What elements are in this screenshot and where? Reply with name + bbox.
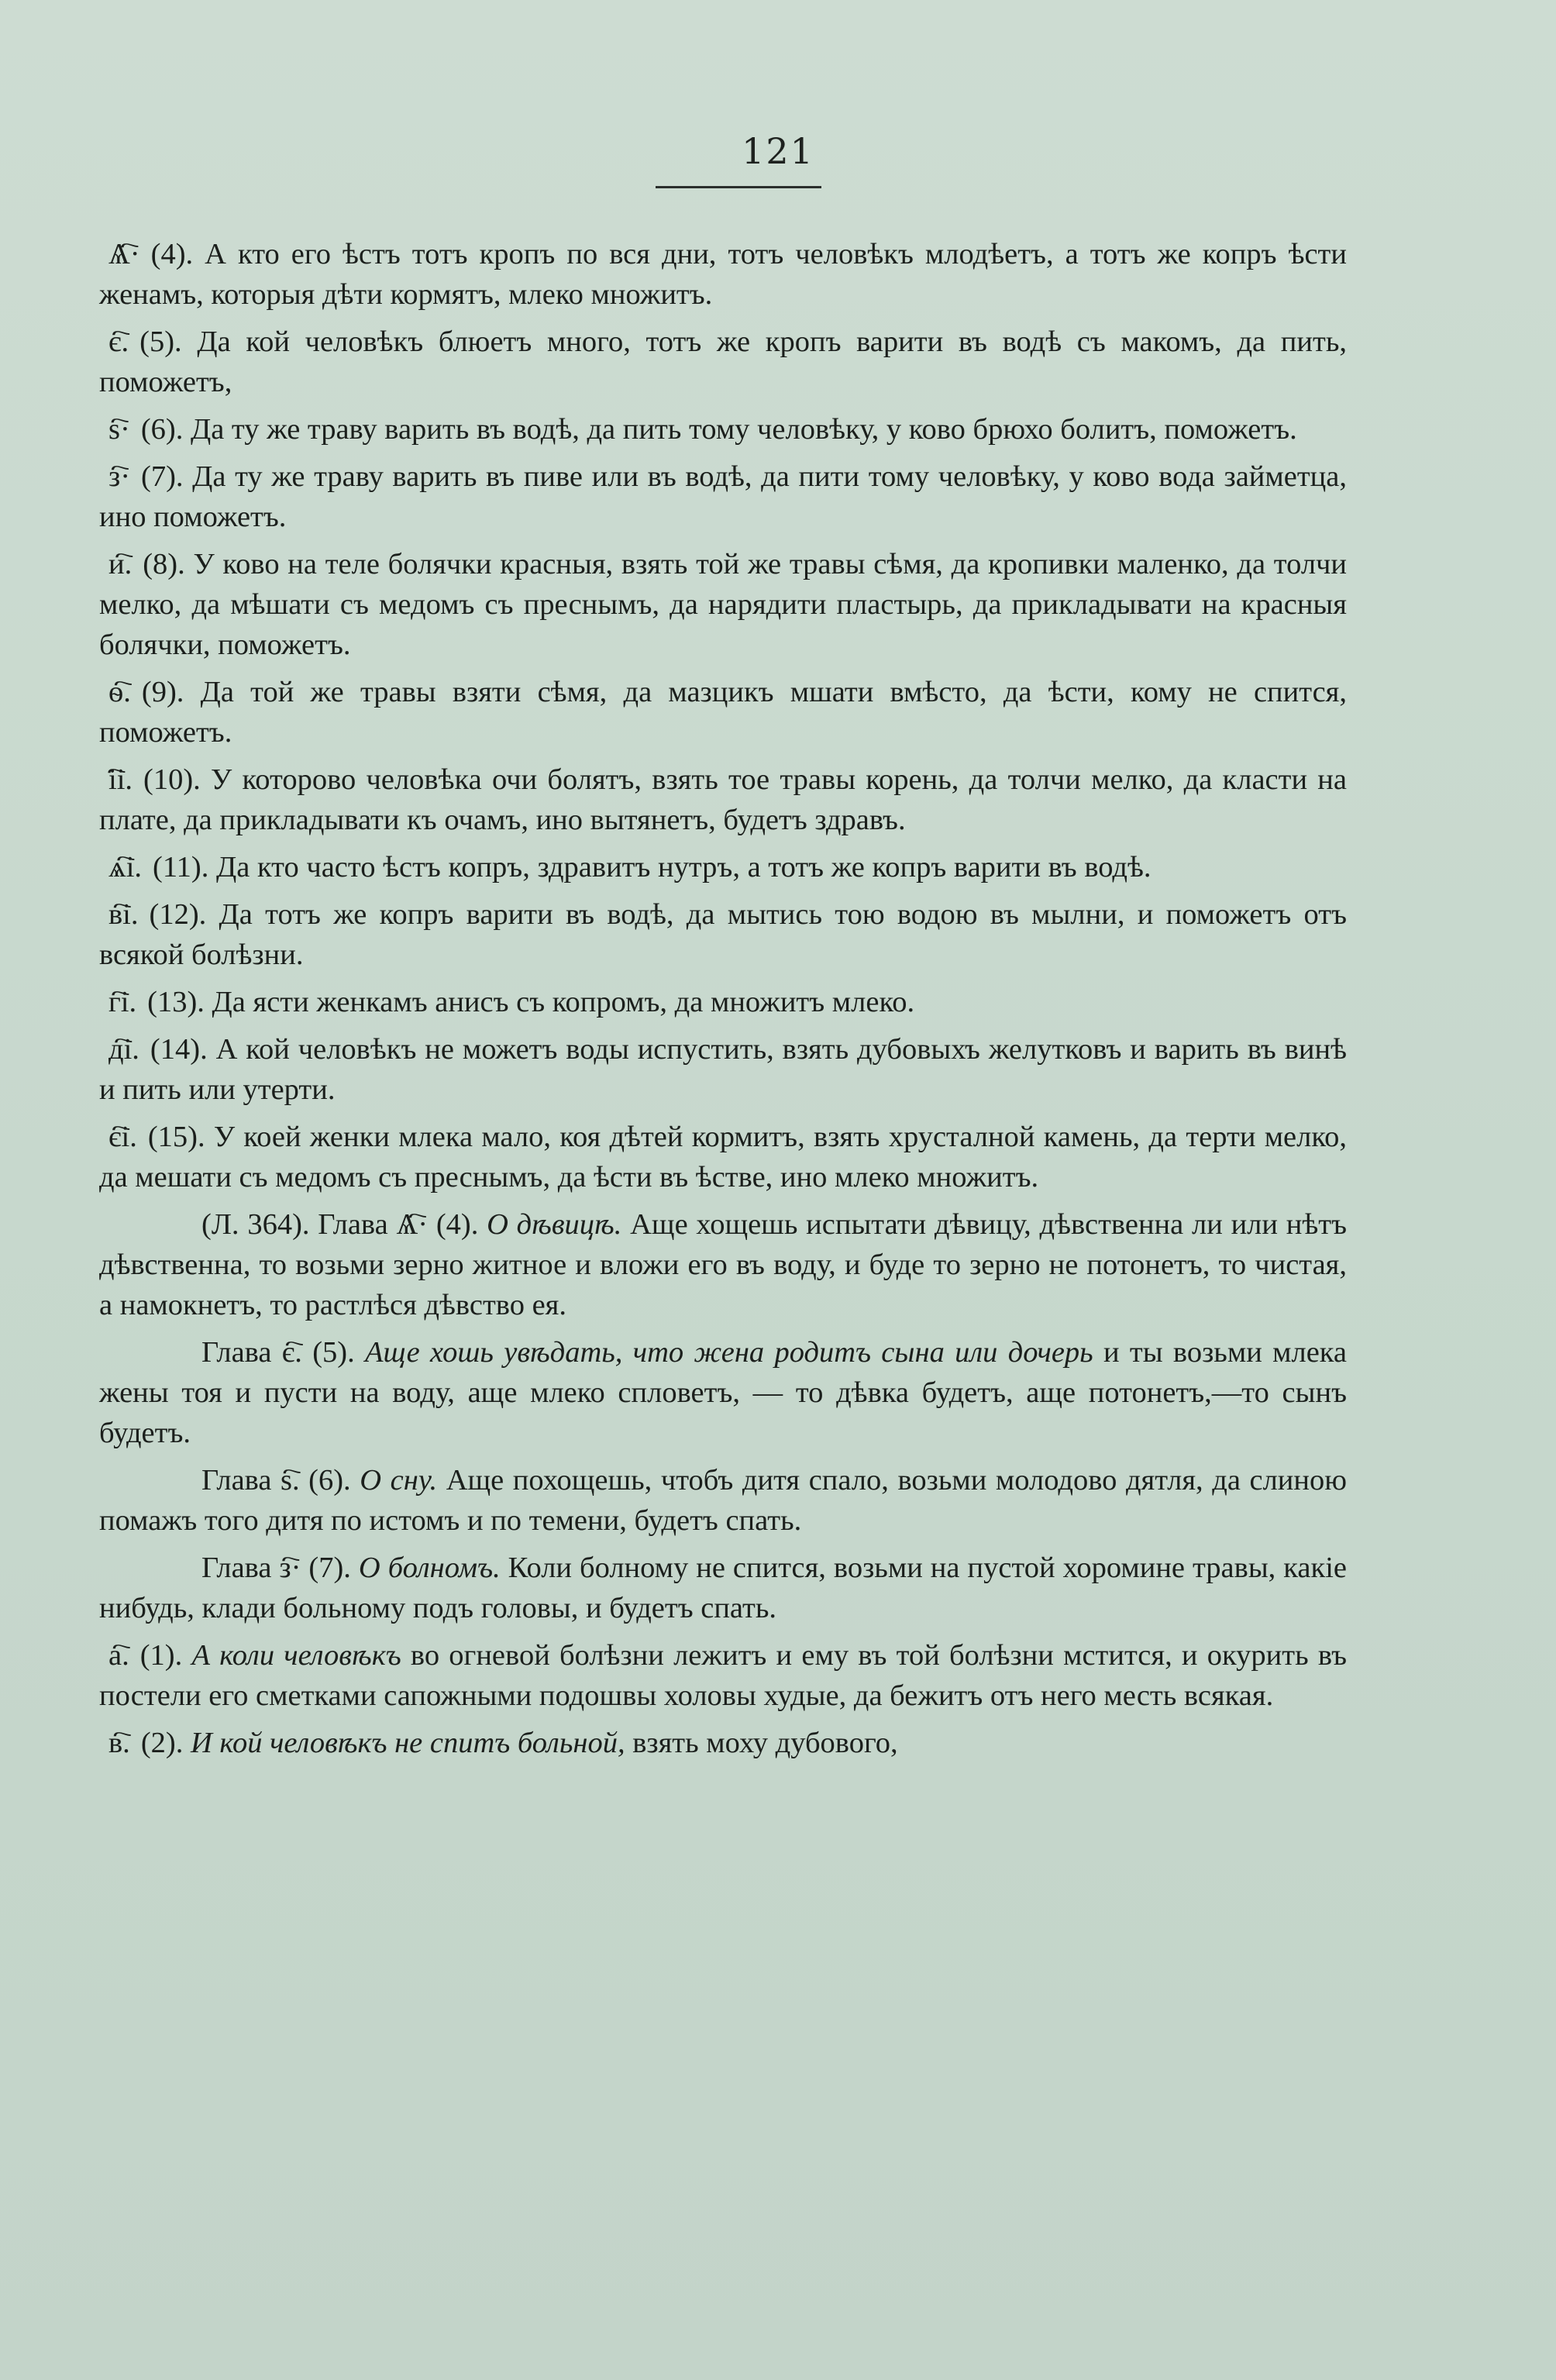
chapter-paragraph [99, 1460, 1347, 1541]
paragraph [99, 1723, 1347, 1763]
paragraph-text: (11). Да кто часто ѣстъ копръ, здравитъ нутръ, а тотъ же копръ варити въ водѣ. [153, 851, 1152, 883]
article-numeral: ѳ҇. [108, 676, 131, 708]
article-numeral: в҇. [108, 1727, 130, 1759]
paragraph [99, 1029, 1347, 1110]
page-number: 121 [742, 130, 814, 172]
article-numeral: в҇і. [108, 898, 139, 931]
paragraph-text: и ты возьми млека жены тоя и пусти на воду, аще млеко спловетъ, — то дѣвка будетъ, аще потонетъ,—то сынъ будетъ. [99, 1336, 1347, 1449]
article-numeral: г҇і. [108, 986, 137, 1018]
chapter-paragraph [99, 1204, 1347, 1325]
paragraph-text: (Л. 364). Глава Ѧ҇· (4). [201, 1208, 487, 1241]
paragraph-text: (9). Да той же травы взяти сѣмя, да мазцикъ мшати вмѣсто, да ѣсти, кому не спится, поможетъ. [99, 676, 1347, 749]
article-numeral: є҇. [108, 325, 129, 358]
paragraph-text: (8). У ково на теле болячки красныя, взять той же травы сѣмя, да кропивки маленко, да толчи мелко, да мѣшати съ медомъ съ преснымъ, да нарядити пластырь, да прикладывати на красныя болячки, поможетъ. [99, 548, 1347, 661]
body-text [99, 234, 1347, 1770]
paragraph-text: (6). Да ту же траву варить въ водѣ, да пить тому человѣку, у ково брюхо болитъ, поможетъ. [140, 413, 1297, 446]
paragraph [99, 759, 1347, 840]
page-number-rule [656, 186, 821, 188]
paragraph [99, 544, 1347, 665]
paragraph-text: Глава ѕ҇. (6). [201, 1464, 360, 1497]
paragraph-text: (14). А кой человѣкъ не можетъ воды испустить, взять дубовыхъ желутковъ и варить въ винѣ и пить или утерти. [99, 1033, 1347, 1106]
paragraph-text: (13). Да ясти женкамъ анисъ съ копромъ, да множитъ млеко. [147, 986, 915, 1018]
paragraph [99, 234, 1347, 315]
paragraph-text: (4). А кто его ѣстъ тотъ кропъ по вся дни, тотъ человѣкъ млодѣетъ, а тотъ же копръ ѣсти женамъ, которыя дѣти кормятъ, млеко множитъ. [99, 238, 1347, 311]
paragraph-text: во огневой болѣзни лежитъ и ему въ той болѣзни мстится, и окурить въ постели его сметками сапожными подошвы холовы худые, да бежитъ отъ него месть всякая. [99, 1639, 1347, 1712]
article-numeral: Ѧ҇· [108, 238, 140, 270]
paragraph [99, 456, 1347, 537]
paragraph-text: (7). Да ту же траву варить въ пиве или въ водѣ, да пити тому человѣку, у ково вода займетца, ино поможетъ. [99, 460, 1347, 533]
paragraph-text: Коли болному не спится, возьми на пустой хоромине травы, какіе нибудь, клади больному подъ головы, и будетъ спать. [99, 1552, 1347, 1624]
chapter-title: О дѣвицѣ. [487, 1208, 622, 1241]
article-numeral: ѧ҇і. [108, 851, 143, 883]
article-numeral: а҇. [108, 1639, 129, 1672]
article-numeral: д҇і. [108, 1033, 139, 1066]
chapter-paragraph [99, 1332, 1347, 1453]
paragraph-text: (1). [139, 1639, 192, 1672]
paragraph-text: Глава з҇· (7). [201, 1552, 359, 1584]
paragraph-text: (2). [140, 1727, 191, 1759]
chapter-title: О сну. [360, 1464, 438, 1497]
paragraph-text: Глава є҇. (5). [201, 1336, 366, 1369]
article-numeral: є҇і. [108, 1121, 137, 1153]
paragraph-text: Аще хощешь испытати дѣвицу, дѣвственна ли или нѣтъ дѣвственна, то возьми зерно житное и вложи его въ воду, и буде то зерно не потонетъ, то чистая, а намокнетъ, то растлѣся дѣвство ея. [99, 1208, 1347, 1321]
italic-phrase: И кой человѣкъ не спитъ больной, [190, 1727, 625, 1759]
paragraph [99, 672, 1347, 753]
paragraph [99, 409, 1347, 449]
article-numeral: и҇. [108, 548, 133, 580]
paragraph [99, 894, 1347, 975]
article-numeral: з҇· [108, 460, 131, 493]
article-numeral: і҇і. [108, 763, 133, 796]
paragraph-text: взять моху дубового, [625, 1727, 898, 1759]
italic-phrase: А коли человѣкъ [191, 1639, 401, 1672]
chapter-title: Аще хошь увѣдать, что жена родитъ сына или дочерь [365, 1336, 1093, 1369]
paragraph-text: (15). У коей женки млека мало, коя дѣтей кормитъ, взять хрусталной камень, да терти мелко, да мешати съ медомъ съ преснымъ, да ѣсти въ ѣстве, ино млеко множитъ. [99, 1121, 1347, 1193]
paragraph-text: (5). Да кой человѣкъ блюетъ много, тотъ же кропъ варити въ водѣ съ макомъ, да пить, поможетъ, [99, 325, 1347, 398]
paragraph-text: Аще похощешь, чтобъ дитя спало, возьми молодово дятля, да слиною помажъ того дитя по истомъ и по темени, будетъ спать. [99, 1464, 1348, 1537]
paragraph [99, 1635, 1347, 1716]
paragraph [99, 1117, 1347, 1197]
chapter-title: О болномъ. [358, 1552, 501, 1584]
paragraph-text: (10). У которово человѣка очи болятъ, взять тое травы корень, да толчи мелко, да класти на плате, да прикладывати къ очамъ, ино вытянетъ, будетъ здравъ. [99, 763, 1347, 836]
chapter-paragraph [99, 1548, 1347, 1628]
paragraph [99, 322, 1347, 402]
paragraph-text: (12). Да тотъ же копръ варити въ водѣ, да мытись тою водою въ мылни, и поможетъ отъ всякой болѣзни. [99, 898, 1347, 971]
article-numeral: ѕ҇· [108, 413, 130, 446]
paragraph [99, 982, 1347, 1022]
paragraph [99, 847, 1347, 887]
